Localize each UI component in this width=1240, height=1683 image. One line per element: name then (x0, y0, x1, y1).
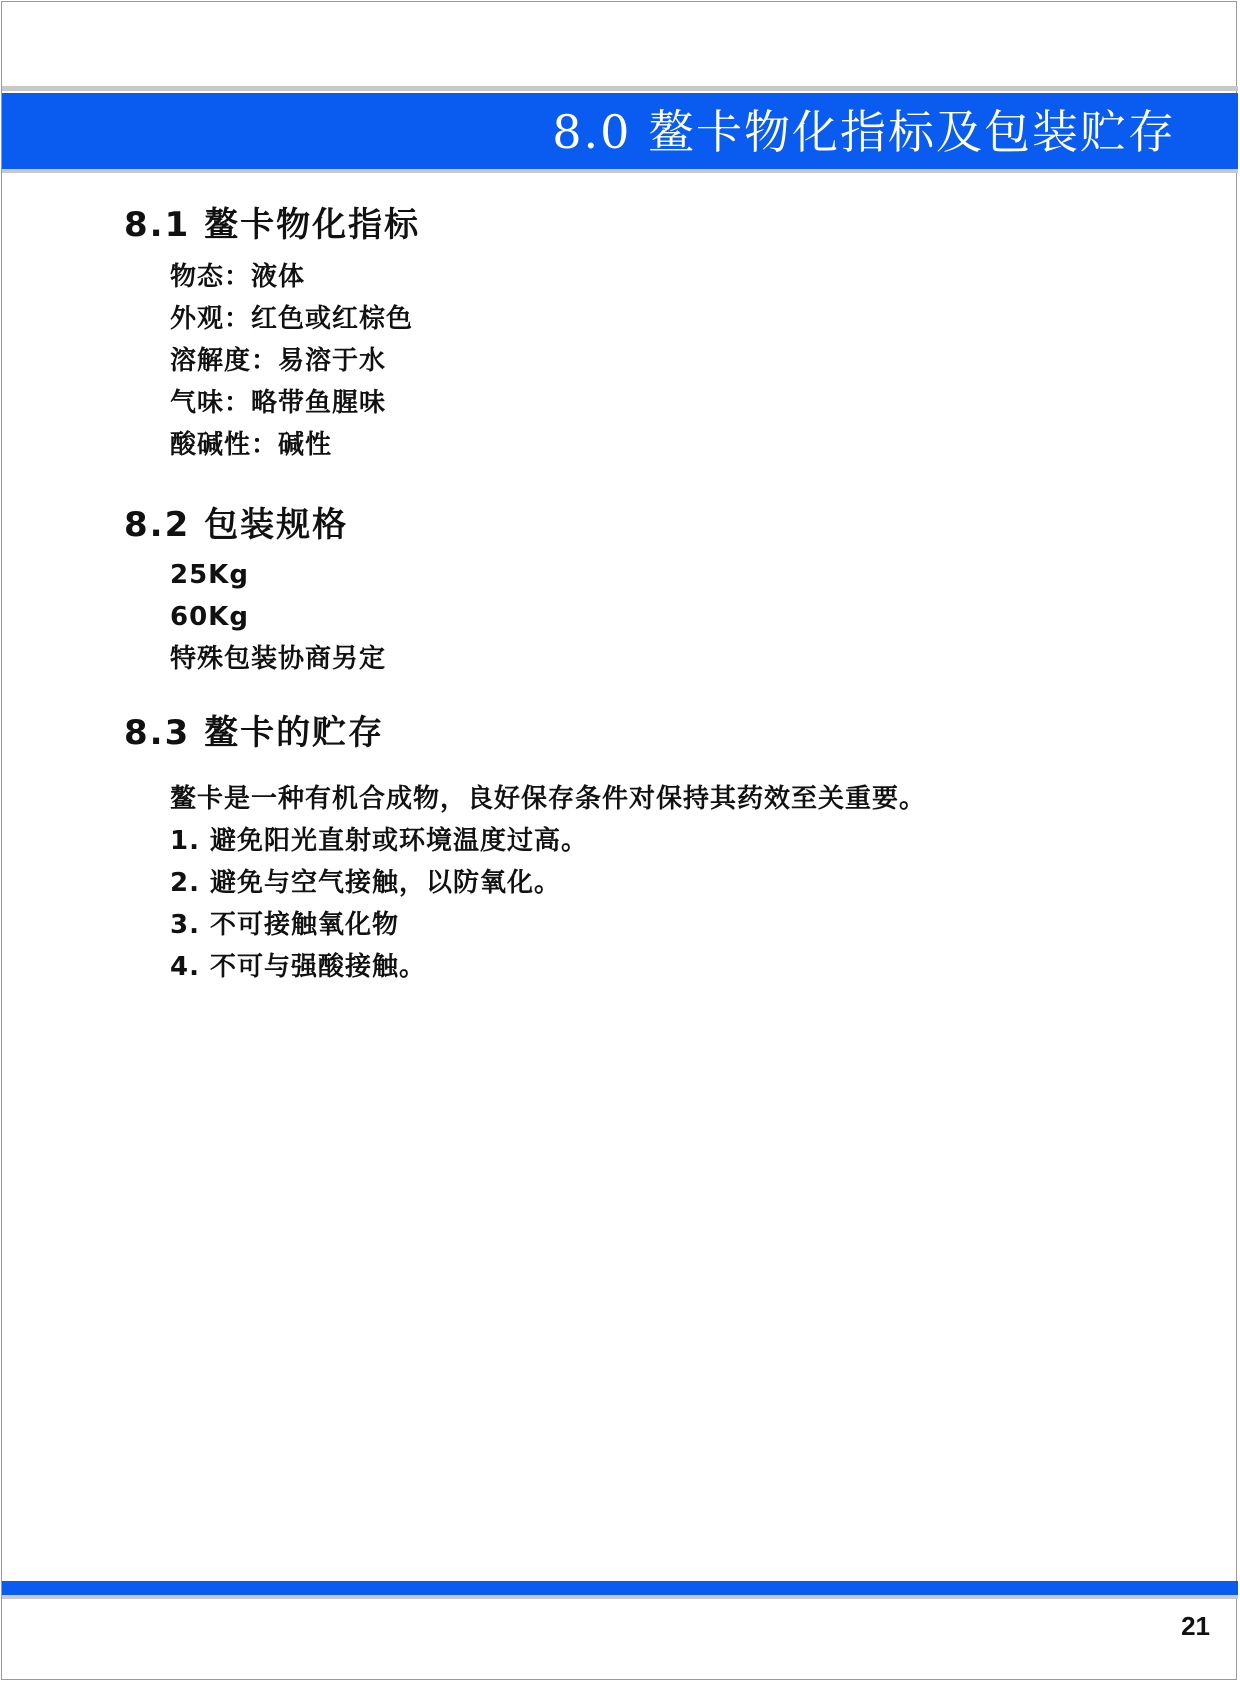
header-divider-top (2, 86, 1238, 91)
list-item: 溶解度：易溶于水 (170, 346, 387, 376)
property-list (124, 256, 420, 466)
list-item: 4. 不可与强酸接触。 (170, 952, 427, 982)
header-divider-bottom (2, 169, 1238, 173)
footer-band (2, 1581, 1238, 1595)
list-item: 鳌卡是一种有机合成物，良好保存条件对保持其药效至关重要。 (170, 784, 927, 814)
section-heading: 8.2 包装规格 (124, 505, 349, 545)
list-item: 1. 避免阳光直射或环境温度过高。 (170, 826, 589, 856)
list-item: 酸碱性：碱性 (170, 430, 333, 460)
page-title: 8.0 鳌卡物化指标及包装贮存 (552, 105, 1176, 159)
page-number: 21 (1181, 1611, 1210, 1641)
list-item: 气味：略带鱼腥味 (170, 388, 387, 418)
list-item: 25Kg (170, 560, 249, 590)
section-heading: 8.1 鳌卡物化指标 (124, 205, 421, 245)
section-heading: 8.3 鳌卡的贮存 (124, 713, 385, 753)
section-physicochemical (124, 200, 420, 466)
list-item: 2. 避免与空气接触，以防氧化。 (170, 868, 562, 898)
list-item: 特殊包装协商另定 (170, 644, 387, 674)
packaging-list (124, 554, 386, 680)
list-item: 物态：液体 (170, 262, 306, 292)
footer-divider (2, 1595, 1238, 1599)
list-item: 3. 不可接触氧化物 (170, 910, 400, 940)
list-item: 60Kg (170, 602, 249, 632)
section-storage (124, 708, 926, 988)
section-packaging (124, 500, 386, 680)
list-item: 外观：红色或红棕色 (170, 304, 414, 334)
storage-list (124, 778, 926, 988)
